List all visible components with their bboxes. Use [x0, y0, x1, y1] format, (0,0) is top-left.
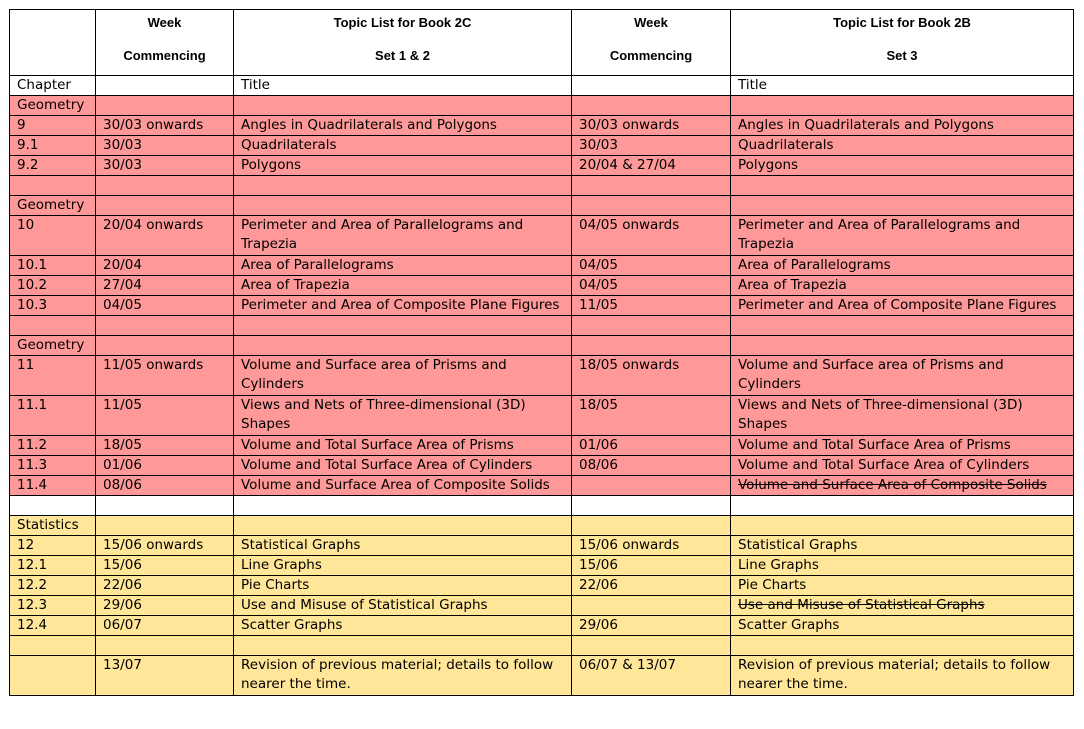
week-2c: 15/06	[96, 556, 234, 576]
table-row	[10, 396, 1074, 436]
week-2c: 22/06	[96, 576, 234, 596]
topic-2b: Scatter Graphs	[731, 616, 1074, 636]
header-week-commencing-2b: Week Commencing	[572, 10, 731, 76]
topic-2b: Revision of previous material; details to follow nearer the time.	[731, 656, 1074, 696]
table-row	[10, 536, 1074, 556]
week-2b: 18/05	[572, 396, 731, 436]
topic-2b: Pie Charts	[731, 576, 1074, 596]
topic-2b: Area of Trapezia	[731, 276, 1074, 296]
week-2b: 06/07 & 13/07	[572, 656, 731, 696]
topic-2c: Polygons	[234, 156, 572, 176]
chapter-number: 11.2	[10, 436, 96, 456]
table-row	[10, 136, 1074, 156]
topic-2b-struck: Use and Misuse of Statistical Graphs	[731, 596, 1074, 616]
table-row	[10, 656, 1074, 696]
topic-2b: Volume and Total Surface Area of Cylinders	[731, 456, 1074, 476]
week-2c: 30/03 onwards	[96, 116, 234, 136]
table-row	[10, 156, 1074, 176]
topic-2b: Polygons	[731, 156, 1074, 176]
topic-2c: Perimeter and Area of Composite Plane Figures	[234, 296, 572, 316]
week-2c: 06/07	[96, 616, 234, 636]
header-chapter-cell	[10, 10, 96, 76]
week-2b: 22/06	[572, 576, 731, 596]
topic-2b: Line Graphs	[731, 556, 1074, 576]
header-topic-list-2b: Topic List for Book 2B Set 3	[731, 10, 1074, 76]
spacer-row	[10, 316, 1074, 336]
topic-2b: Perimeter and Area of Parallelograms and Trapezia	[731, 216, 1074, 256]
chapter-number: 12.1	[10, 556, 96, 576]
header-topic-list-2c: Topic List for Book 2C Set 1 & 2	[234, 10, 572, 76]
week-2b: 08/06	[572, 456, 731, 476]
topic-2c: Area of Parallelograms	[234, 256, 572, 276]
topic-2c: Scatter Graphs	[234, 616, 572, 636]
topic-2b: Quadrilaterals	[731, 136, 1074, 156]
subheader-row	[10, 76, 1074, 96]
topic-schedule-table	[9, 9, 1074, 696]
week-2c: 30/03	[96, 156, 234, 176]
chapter-number: 11.1	[10, 396, 96, 436]
table-row	[10, 96, 1074, 116]
week-2c: 08/06	[96, 476, 234, 496]
week-2c: 01/06	[96, 456, 234, 476]
table-row	[10, 196, 1074, 216]
topic-2c: Pie Charts	[234, 576, 572, 596]
chapter-number	[10, 656, 96, 696]
header-week-commencing-2c: Week Commencing	[96, 10, 234, 76]
table-row	[10, 116, 1074, 136]
chapter-number: 12.3	[10, 596, 96, 616]
topic-2c: Volume and Total Surface Area of Cylinders	[234, 456, 572, 476]
topic-2b: Angles in Quadrilaterals and Polygons	[731, 116, 1074, 136]
week-2c: 04/05	[96, 296, 234, 316]
chapter-number: 11.4	[10, 476, 96, 496]
topic-2c: Line Graphs	[234, 556, 572, 576]
week-2b: 04/05	[572, 256, 731, 276]
table-row	[10, 296, 1074, 316]
week-2c: 29/06	[96, 596, 234, 616]
chapter-number: 10.2	[10, 276, 96, 296]
section-label: Statistics	[10, 516, 96, 536]
topic-2b: Volume and Total Surface Area of Prisms	[731, 436, 1074, 456]
week-2b: 29/06	[572, 616, 731, 636]
subheader-title-2b: Title	[731, 76, 1074, 96]
topic-2c: Angles in Quadrilaterals and Polygons	[234, 116, 572, 136]
week-2c: 20/04 onwards	[96, 216, 234, 256]
week-2b: 15/06 onwards	[572, 536, 731, 556]
chapter-number: 9.2	[10, 156, 96, 176]
chapter-number: 12	[10, 536, 96, 556]
table-row	[10, 556, 1074, 576]
chapter-number: 11	[10, 356, 96, 396]
topic-2c: Statistical Graphs	[234, 536, 572, 556]
table-row	[10, 356, 1074, 396]
topic-2c: Use and Misuse of Statistical Graphs	[234, 596, 572, 616]
section-label: Geometry	[10, 336, 96, 356]
week-2b: 20/04 & 27/04	[572, 156, 731, 176]
table-row	[10, 216, 1074, 256]
week-2c: 20/04	[96, 256, 234, 276]
topic-2c: Volume and Surface area of Prisms and Cylinders	[234, 356, 572, 396]
week-2c: 11/05	[96, 396, 234, 436]
section-label: Geometry	[10, 196, 96, 216]
week-2c: 27/04	[96, 276, 234, 296]
subheader-chapter: Chapter	[10, 76, 96, 96]
chapter-number: 10.3	[10, 296, 96, 316]
table-row	[10, 436, 1074, 456]
spacer-row	[10, 636, 1074, 656]
table-row	[10, 476, 1074, 496]
table-row	[10, 456, 1074, 476]
topic-2c: Perimeter and Area of Parallelograms and Trapezia	[234, 216, 572, 256]
chapter-number: 10.1	[10, 256, 96, 276]
topic-2c: Quadrilaterals	[234, 136, 572, 156]
topic-2c: Volume and Surface Area of Composite Solids	[234, 476, 572, 496]
topic-2c: Volume and Total Surface Area of Prisms	[234, 436, 572, 456]
week-2c: 13/07	[96, 656, 234, 696]
topic-2b: Volume and Surface area of Prisms and Cylinders	[731, 356, 1074, 396]
week-2b: 15/06	[572, 556, 731, 576]
topic-2b: Views and Nets of Three-dimensional (3D) Shapes	[731, 396, 1074, 436]
table-row	[10, 576, 1074, 596]
week-2b: 30/03	[572, 136, 731, 156]
week-2c: 15/06 onwards	[96, 536, 234, 556]
topic-2b: Statistical Graphs	[731, 536, 1074, 556]
week-2c: 11/05 onwards	[96, 356, 234, 396]
table-row	[10, 616, 1074, 636]
week-2c: 18/05	[96, 436, 234, 456]
week-2b: 30/03 onwards	[572, 116, 731, 136]
chapter-number: 12.4	[10, 616, 96, 636]
week-2b	[572, 596, 731, 616]
chapter-number: 10	[10, 216, 96, 256]
chapter-number: 9	[10, 116, 96, 136]
week-2b	[572, 476, 731, 496]
table-row	[10, 256, 1074, 276]
week-2b: 01/06	[572, 436, 731, 456]
week-2c: 30/03	[96, 136, 234, 156]
week-2b: 04/05	[572, 276, 731, 296]
subheader-title-2c: Title	[234, 76, 572, 96]
chapter-number: 12.2	[10, 576, 96, 596]
topic-2c: Area of Trapezia	[234, 276, 572, 296]
topic-2c: Views and Nets of Three-dimensional (3D) Shapes	[234, 396, 572, 436]
table-row	[10, 276, 1074, 296]
week-2b: 04/05 onwards	[572, 216, 731, 256]
table-row	[10, 596, 1074, 616]
chapter-number: 11.3	[10, 456, 96, 476]
topic-2b: Area of Parallelograms	[731, 256, 1074, 276]
chapter-number: 9.1	[10, 136, 96, 156]
topic-2c: Revision of previous material; details to follow nearer the time.	[234, 656, 572, 696]
table-row	[10, 336, 1074, 356]
spacer-row	[10, 496, 1074, 516]
week-2b: 18/05 onwards	[572, 356, 731, 396]
topic-2b: Perimeter and Area of Composite Plane Figures	[731, 296, 1074, 316]
section-label: Geometry	[10, 96, 96, 116]
week-2b: 11/05	[572, 296, 731, 316]
spacer-row	[10, 176, 1074, 196]
table-row	[10, 516, 1074, 536]
topic-2b-struck: Volume and Surface Area of Composite Solids	[731, 476, 1074, 496]
header-row	[10, 10, 1074, 76]
